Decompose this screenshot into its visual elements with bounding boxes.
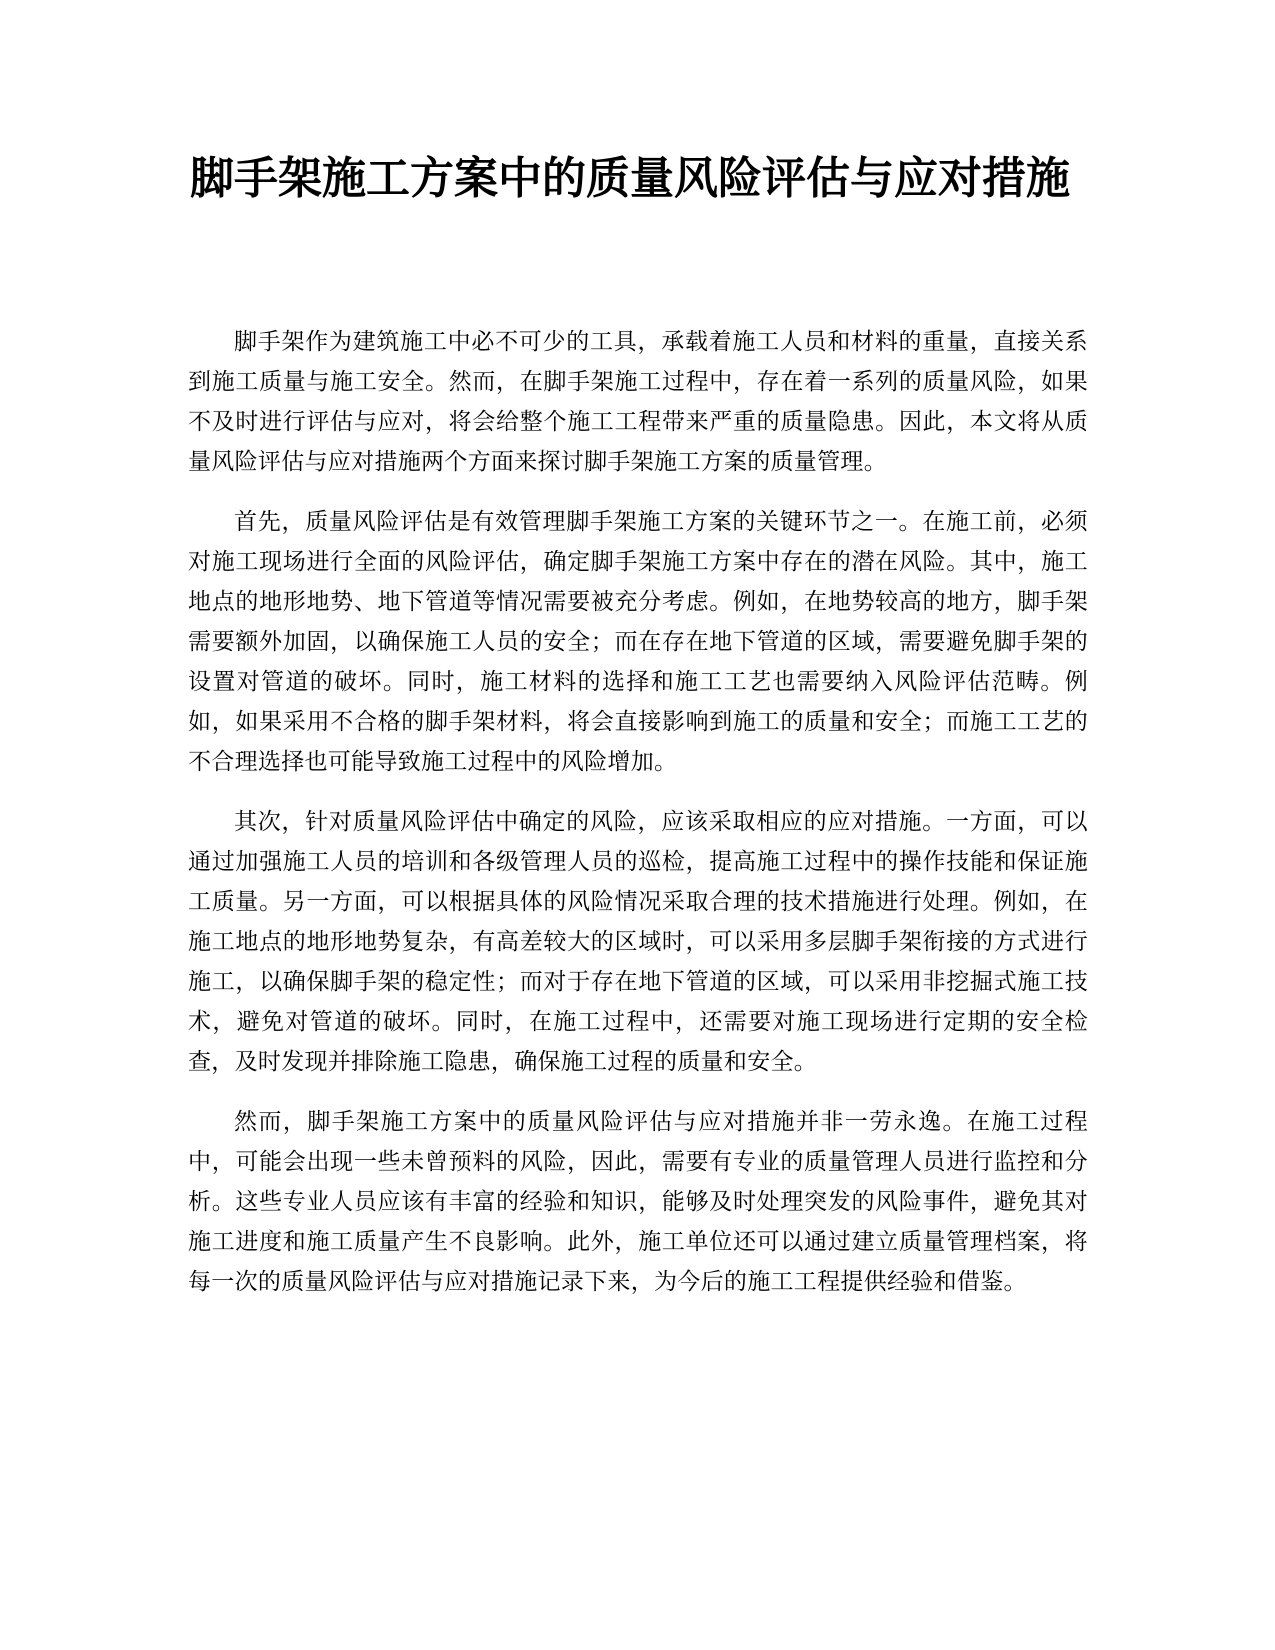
paragraph-countermeasures: 其次，针对质量风险评估中确定的风险，应该采取相应的应对措施。一方面，可以通过加强施工人员的培训和各级管理人员的巡检，提高施工过程中的操作技能和保证施工质量。另一方面，可以根据具体的风险情况采取合理的技术措施进行处理。例如，在施工地点的地形地势复杂，有高差较大的区域时，可以采用多层脚手架衔接的方式进行施工，以确保脚手架的稳定性；而对于存在地下管道的区域，可以采用非挖掘式施工技术，避免对管道的破坏。同时，在施工过程中，还需要对施工现场进行定期的安全检查，及时发现并排除施工隐患，确保施工过程的质量和安全。 [188,809,1088,1075]
document-body [188,322,1088,1322]
paragraph-intro: 脚手架作为建筑施工中必不可少的工具，承载着施工人员和材料的重量，直接关系到施工质量与施工安全。然而，在脚手架施工过程中，存在着一系列的质量风险，如果不及时进行评估与应对，将会给整个施工工程带来严重的质量隐患。因此，本文将从质量风险评估与应对措施两个方面来探讨脚手架施工方案的质量管理。 [188,329,1088,475]
paragraph-risk-assessment: 首先，质量风险评估是有效管理脚手架施工方案的关键环节之一。在施工前，必须对施工现场进行全面的风险评估，确定脚手架施工方案中存在的潜在风险。其中，施工地点的地形地势、地下管道等情况需要被充分考虑。例如，在地势较高的地方，脚手架需要额外加固，以确保施工人员的安全；而在存在地下管道的区域，需要避免脚手架的设置对管道的破坏。同时，施工材料的选择和施工工艺也需要纳入风险评估范畴。例如，如果采用不合格的脚手架材料，将会直接影响到施工的质量和安全；而施工工艺的不合理选择也可能导致施工过程中的风险增加。 [188,509,1088,775]
paragraph-ongoing-monitoring: 然而，脚手架施工方案中的质量风险评估与应对措施并非一劳永逸。在施工过程中，可能会出现一些未曾预料的风险，因此，需要有专业的质量管理人员进行监控和分析。这些专业人员应该有丰富的经验和知识，能够及时处理突发的风险事件，避免其对施工进度和施工质量产生不良影响。此外，施工单位还可以通过建立质量管理档案，将每一次的质量风险评估与应对措施记录下来，为今后的施工工程提供经验和借鉴。 [188,1109,1088,1295]
document-title: 脚手架施工方案中的质量风险评估与应对措施 [190,153,1070,204]
